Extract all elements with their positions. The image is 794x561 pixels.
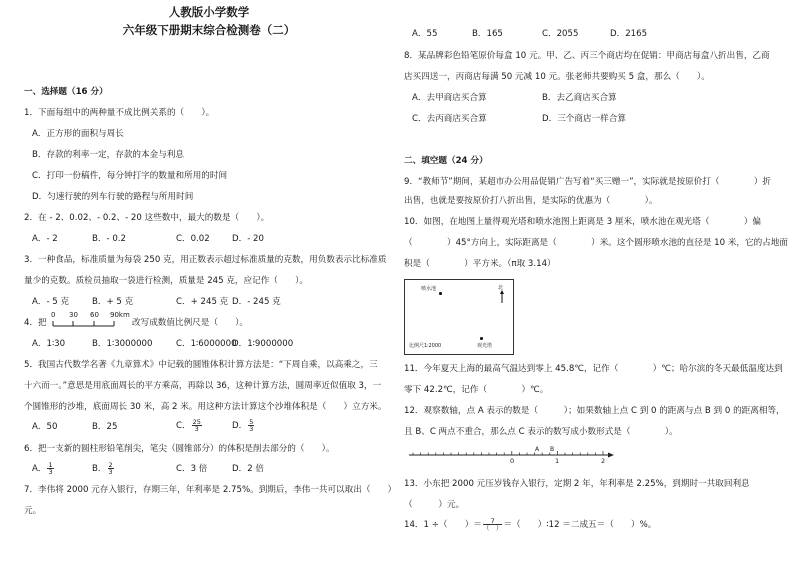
- north-arrow-icon: [498, 290, 506, 304]
- map-label-scale: 比例尺1∶2000: [409, 343, 442, 349]
- q8-option-d: D．三个商店一样合算: [542, 114, 626, 124]
- q7-option-d: D．2165: [610, 29, 648, 39]
- number-line-point-b: B: [550, 446, 555, 453]
- q12-line1: 12．观察数轴，点 A 表示的数是（ ）；如果数轴上点 C 到 0 的距离与点 B 到 0 的距离相等，: [404, 406, 785, 416]
- scale-tick-60: 60: [90, 311, 99, 319]
- q8-option-b: B．去乙商店买合算: [542, 93, 617, 103]
- q5-option-c: C． $\frac{25}{3}$: [176, 418, 201, 433]
- q3-option-d: D．- 245 克: [232, 297, 281, 307]
- scale-tick-90km: 90km: [110, 311, 130, 319]
- q3-option-a: A．- 5 克: [32, 297, 70, 307]
- q1-stem: 1．下面每组中的两种量不成比例关系的（ ）。: [24, 108, 215, 118]
- q5-option-d: D． $\frac{5}{3}$: [232, 418, 254, 433]
- tower-point: [480, 337, 483, 340]
- q9-line2: 出售，也就是要按原价打八折出售，是实际的优惠为（ ）。: [404, 196, 658, 206]
- q5-option-b: B．25: [92, 422, 118, 432]
- q6-option-b: B． $\frac{2}{3}$: [92, 461, 113, 476]
- q11-line1: 11．今年夏天上海的最高气温达到零上 45.8℃，记作（ ）℃；哈尔滨的冬天最低温度达到: [404, 364, 783, 374]
- q4-option-c: C．1∶6000000: [176, 339, 237, 349]
- left-column: [24, 0, 397, 561]
- q8-option-a: A．去甲商店买合算: [412, 93, 487, 103]
- q6-stem: 6．把一支新的圆柱形铅笔削尖，笔尖（圆锥部分）的体积是削去部分的（ ）。: [24, 444, 335, 454]
- map-label-fountain: 喷水池: [421, 286, 437, 292]
- q11-line2: 零下 42.2℃，记作（ ）℃。: [404, 385, 549, 395]
- fountain-point: [439, 292, 442, 295]
- q2-option-a: A．- 2: [32, 234, 58, 244]
- q1-option-a: A．正方形的面积与周长: [32, 129, 124, 139]
- q3-line1: 3．一种食品，标准质量为每袋 250 克，用正数表示超过标准质量的克数，用负数表示比标准质: [24, 255, 387, 265]
- q7-option-b: B．165: [472, 29, 503, 39]
- q1-option-d: D．匀速行驶的列车行驶的路程与所用时间: [32, 192, 194, 202]
- map-label-tower: 观光塔: [477, 343, 493, 349]
- map-figure: [404, 279, 514, 355]
- q2-option-d: D．- 20: [232, 234, 264, 244]
- q3-option-c: C．+ 245 克: [176, 297, 229, 307]
- line-scale-icon: [52, 318, 122, 330]
- q4-option-a: A．1∶30: [32, 339, 66, 349]
- section-choice-title: 一、选择题（16 分）: [24, 87, 108, 97]
- scale-tick-30: 30: [69, 311, 78, 319]
- q4-prefix: 4．把: [24, 318, 47, 328]
- q2-option-c: C．0.02: [176, 234, 210, 244]
- q7-option-a: A．55: [412, 29, 438, 39]
- q8-line2: 店买四送一，丙商店每满 50 元减 10 元。张老师共要购买 5 盒，那么（ ）。: [404, 72, 710, 82]
- map-label-north: 北: [498, 285, 504, 291]
- q8-line1: 8．某品牌彩色铅笔原价每盒 10 元。甲、乙、丙三个商店均在促销：甲商店每盒八折出售，乙商: [404, 51, 770, 61]
- q2-option-b: B．- 0.2: [92, 234, 126, 244]
- q13-line2: （ ）元。: [404, 500, 465, 510]
- q3-line2: 量少的克数。质检员抽取一袋进行检测，质量是 245 克，应记作（ ）。: [24, 276, 308, 286]
- q5-line2: 十六而一。”意思是用底面周长的平方乘高，再除以 36，这种计算方法，圆周率近似值取 3，一: [24, 381, 382, 391]
- q4-suffix: 改写成数值比例尺是（ ）。: [132, 318, 249, 328]
- q7-line1: 7．李伟将 2000 元存入银行，存期三年，年利率是 2.75%。到期后，李伟一共可以取出（ ）: [24, 485, 397, 495]
- q2-stem: 2．在 - 2、0.02、- 0.2、- 20 这些数中，最大的数是（ ）。: [24, 213, 270, 223]
- page-title: 人教版小学数学: [168, 5, 250, 19]
- section-fill-title: 二、填空题（24 分）: [404, 156, 488, 166]
- q1-option-c: C．打印一份稿件，每分钟打字的数量和所用的时间: [32, 171, 228, 181]
- q10-line2: （ ）45°方向上，实际距离是（ ）米。这个圆形喷水池的直径是 10 米，它的占地面: [404, 238, 788, 248]
- q13-line1: 13．小东把 2000 元压岁钱存入银行，定期 2 年，年利率是 2.25%，到期时一共取回利息: [404, 479, 750, 489]
- page-subtitle: 六年级下册期末综合检测卷（二）: [122, 23, 296, 37]
- q6-option-c: C．3 倍: [176, 464, 208, 474]
- q5-line1: 5．我国古代数学名著《九章算术》中记载的圆锥体积计算方法是：“下周自乘，以高乘之，三: [24, 360, 378, 370]
- q7-line2: 元。: [24, 506, 42, 516]
- q14-line: 14．1 ÷（ ）＝ $\frac{7}{( )}$ ＝（ ）∶12 ＝二成五＝（ ）%。: [404, 517, 657, 532]
- number-line-label-1: 1: [555, 457, 560, 465]
- q6-option-a: A． $\frac{1}{3}$: [32, 461, 53, 476]
- q4-option-d: D．1∶9000000: [232, 339, 294, 349]
- q3-option-b: B．+ 5 克: [92, 297, 134, 307]
- number-line-label-2: 2: [601, 457, 606, 465]
- q9-line1: 9．“教师节”期间，某超市办公用品促销广告写着“买三赠一”，实际就是按原价打（ ）折: [404, 177, 772, 187]
- q5-option-a: A．50: [32, 422, 58, 432]
- number-line-point-a: A: [535, 446, 540, 453]
- q4-option-b: B．1∶3000000: [92, 339, 153, 349]
- number-line-label-0: 0: [510, 457, 515, 465]
- right-column: [404, 0, 788, 561]
- q6-option-d: D．2 倍: [232, 464, 265, 474]
- q8-option-c: C．去丙商店买合算: [412, 114, 487, 124]
- q12-line2: 且 B、C 两点不重合，那么点 C 表示的数写成小数形式是（ ）。: [404, 427, 678, 437]
- q1-option-b: B．存款的利率一定，存款的本金与利息: [32, 150, 184, 160]
- q7-option-c: C．2055: [542, 29, 579, 39]
- scale-tick-0: 0: [51, 311, 56, 319]
- q10-line3: 积是（ ）平方米。（π取 3.14）: [404, 259, 556, 269]
- q10-line1: 10．如图，在地图上量得观光塔和喷水池图上距离是 3 厘米，喷水池在观光塔（ ）偏: [404, 217, 762, 227]
- q5-line3: 个圆锥形的沙堆，底面周长 30 米，高 2 米。用这种方法计算这个沙堆体积是（ ）立方米。: [24, 402, 387, 412]
